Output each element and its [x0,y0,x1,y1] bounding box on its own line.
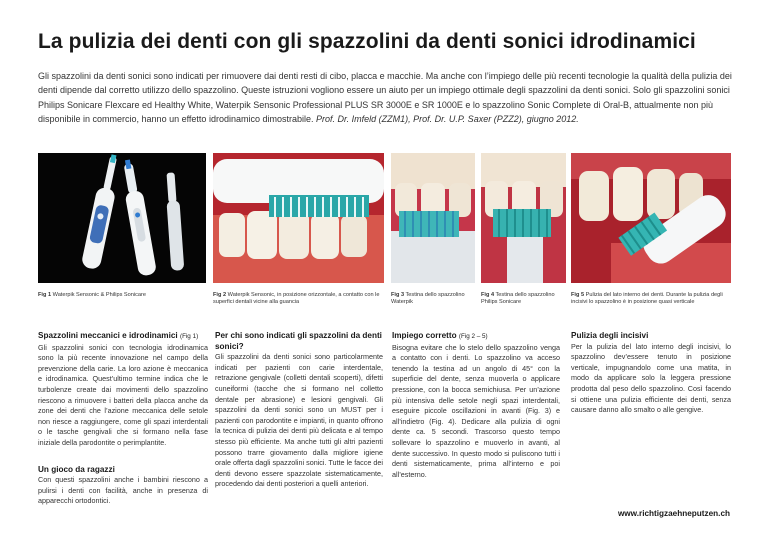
figure-caption-3 [391,292,465,306]
figure-caption-2 [213,292,383,306]
section-heading: Un gioco da ragazzi [38,464,115,474]
figure-number: Fig 1 [38,292,52,298]
figure-caption-text: Waterpik Sensonic, in posizione orizzontale, a contatto con le superfici dentali vicine alla guancia [213,292,380,305]
intro-text [38,69,738,126]
figure-caption-text: Waterpik Sensonic & Philips Sonicare [52,292,147,298]
section-heading: Per chi sono indicati gli spazzolini da denti sonici? [215,331,382,351]
section-heading: Pulizia degli incisivi [571,331,649,340]
column-1 [38,331,208,507]
website-link[interactable]: www.richtigzaehneputzen.ch [617,509,730,518]
figure-caption-5 [571,292,731,306]
photo-waterpik-head [391,153,475,283]
figure-number: Fig 2 [213,292,227,298]
page-title: La pulizia dei denti con gli spazzolini da denti sonici idrodinamici [38,30,696,53]
section-heading: Impiego corretto (Fig 2 – 5) [392,331,488,340]
figure-caption-1 [38,292,206,299]
intro-credit: Prof. Dr. Imfeld (ZZM1), Prof. Dr. U.P. Saxer (PZZ2), giugno 2012. [316,113,579,124]
photo-inner-incisors [571,153,731,283]
section-text: Con questi spazzolini anche i bambini riescono a pulirsi i denti con facilità, anche in presenza di apparecchi ortodontici. [38,475,208,506]
intro-body: Gli spazzolini da denti sonici sono indicati per rimuovere dai denti resti di cibo, placca e macchie. Ma anche con l’impiego delle più recenti tecnologie la qualità della pulizia dei denti dipende dal corretto utilizzo dello spazzolino. Queste istruzioni vogliono essere un aiuto per un impiego ottimale degli spazzolini da denti sonici. Solo gli spazzolini sonici Philips Sonicare Flexcare ed Healthy White, Waterpik Sensonic Professional PLUS SR 3000E e SR 1000E e lo spazzolino Sonic Complete di Oral-B, attualmente non più disponibile in commercio, hanno un effetto idrodinamico dimostrabile. [38,71,732,124]
figure-caption-4 [481,292,563,306]
column-4 [571,331,731,416]
figure-caption-text: Testina dello spazzolino Philips Sonicare [481,292,555,305]
section-text: Per la pulizia del lato interno degli incisivi, lo spazzolino dev’essere tenuto in posizione verticale, impugnandolo come una matita, in modo da applicare solo la leggera pressione prodotta dal peso dello spazzolino. Così facendo si ottiene una pulizia efficiente dei denti, senza causare danno allo smalto o alle gengive. [571,341,731,415]
section-text: Gli spazzolini da denti sonici sono particolarmente indicati per pazienti con carie interdentale, retrazione gengivale (colletti dentali scoperti), difetti cuneiformi (tacche che si formano nel colletto dentale per abrasione) e lesioni gengivali. Gli spazzolini da denti sonici sono un MUST per i pazienti con parodontite e impianti, in quanto offrono la tecnica di pulizia dei denti più delicata e al tempo stesso più efficiente. Ma anche tutti gli altri pazienti possono trarre giovamento dalla migliore igiene orale offerta dagli spazzolini sonici. Tutte le facce dei denti devono essere spazzolate sistematicamente, procedendo dai denti posteriori a quelli anteriori. [215,352,383,489]
figure-number: Fig 3 [391,292,405,298]
section-heading: Spazzolini meccanici e idrodinamici (Fig 1) [38,331,199,340]
photo-toothbrushes [38,153,206,283]
section-text: Gli spazzolini sonici con tecnologia idrodinamica sono la più recente innovazione nel campo della prevenzione della carie. La loro azione è meccanica e idrodinamica. Quest’ultimo termine indica che le turbolenze create dai movimenti dello spazzolino riescono a rimuovere i batteri della placca anche da zone dei denti che l’azione meccanica delle setole non riesce a raggiungere, come gli spazi interdentali o le tasche gengivali che si formano nella fase iniziale della parodontite o perimplantite. [38,342,208,447]
photo-sonicare-head [481,153,566,283]
figure-number: Fig 5 [571,292,585,298]
figure-caption-text: Testina dello spazzolino Waterpik [391,292,465,305]
column-3 [392,331,560,480]
column-2 [215,331,383,490]
photo-brush-horizontal [213,153,384,283]
figure-caption-text: Pulizia del lato interno dei denti. Durante la pulizia degli incisivi lo spazzolino è in posizione quasi verticale [571,292,723,305]
figure-number: Fig 4 [481,292,495,298]
section-text: Bisogna evitare che lo stelo dello spazzolino venga a contatto con i denti. Lo spazzolino va acceso tenendo la testina ad un angolo di 45° con la superficie del dente, senza muoverla o applicare pressione, con la bocca semichiusa. Per un’azione più intensiva delle setole negli spazi interdentali, eseguire piccole oscillazioni in avanti (Fig. 3) e all’indietro (Fig. 4). Dedicare alla pulizia di ogni dente ca. 5 secondi. Trascorso questo tempo sollevare lo spazzolino e muoverlo in avanti, al dente successivo. In questo modo si puliscono tutti i denti sistematicamente, prima all’interno e poi all’esterno. [392,342,560,479]
